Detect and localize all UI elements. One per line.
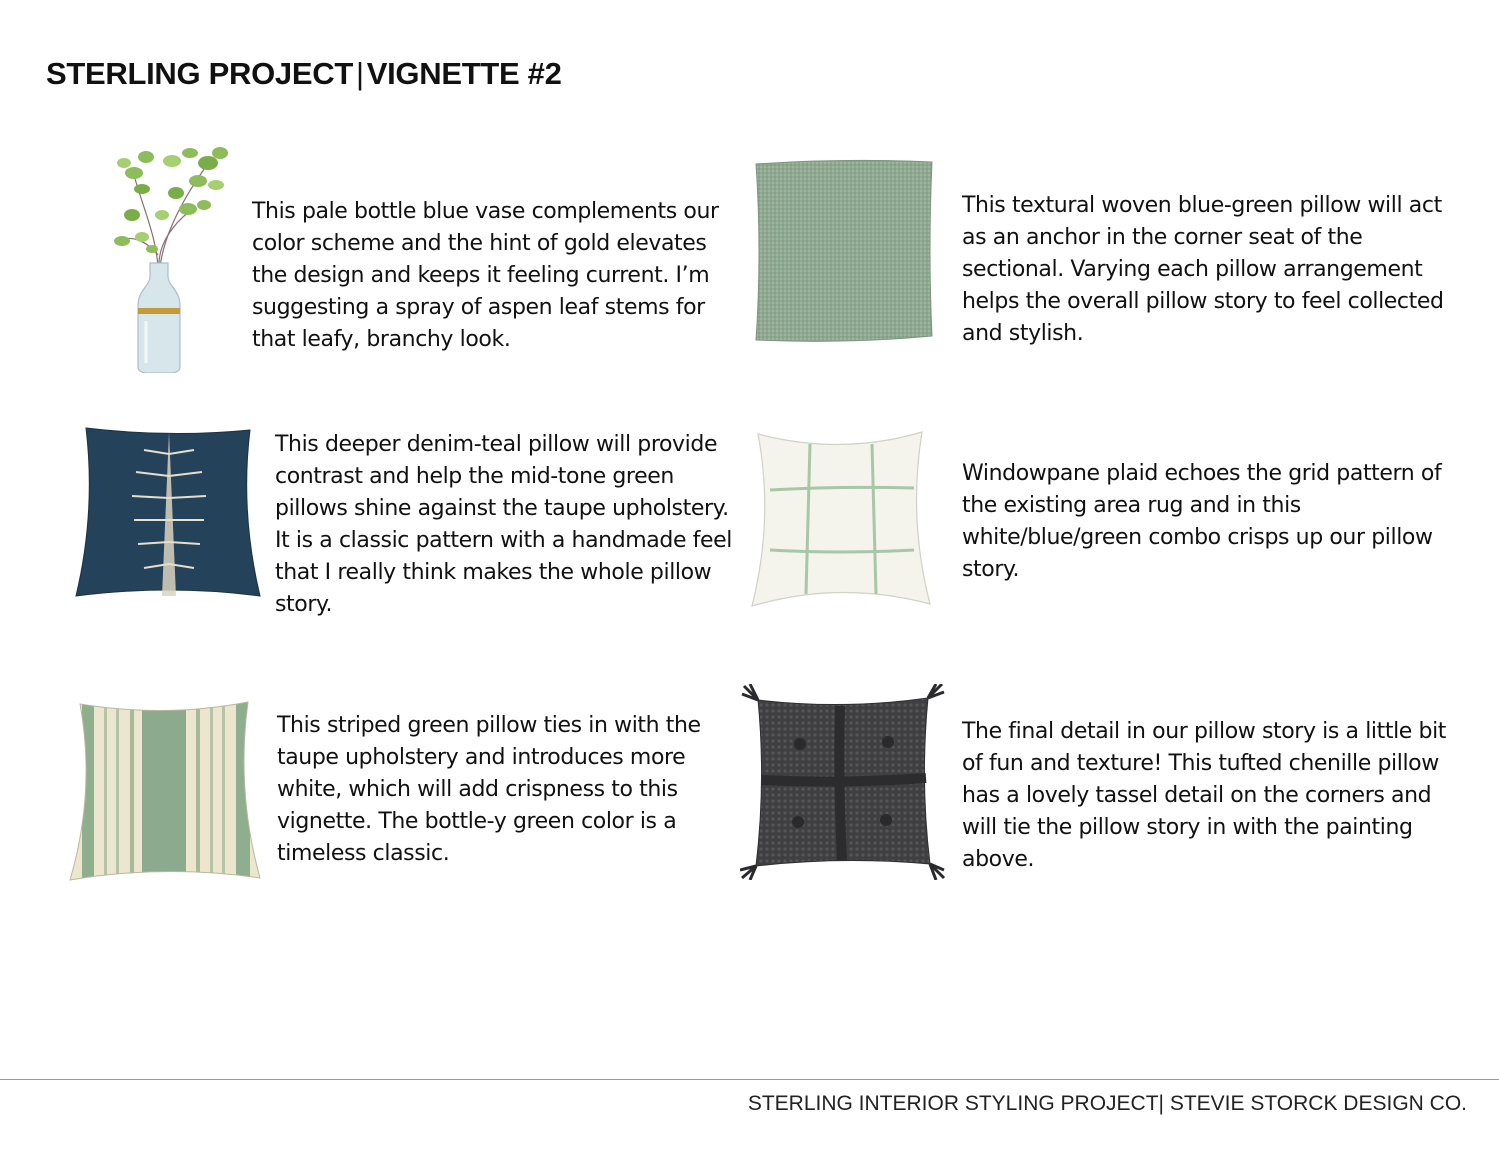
windowpane-plaid-pillow-icon [750, 430, 932, 608]
denim-teal-pillow-icon [74, 424, 264, 600]
page-title [46, 56, 562, 92]
tufted-chenille-tassel-pillow-icon [740, 684, 946, 880]
denim-pillow-description: This deeper denim-teal pillow will provide contrast and help the mid-tone green pillows shine against the taupe upholstery. It is a classic pattern with a handmade feel that I really think makes the whole pillow story. [275, 432, 733, 617]
striped-pillow-description: This striped green pillow ties in with the taupe upholstery and introduces more white, which will add crispness to this vignette. The bottle-y green color is a timeless classic. [277, 713, 701, 866]
woven-green-pillow-icon [752, 158, 936, 344]
striped-green-pillow-icon [68, 700, 264, 882]
glass-vase-with-aspen-stems-icon [112, 145, 232, 373]
footer-text: STERLING INTERIOR STYLING PROJECT| STEVIE STORCK DESIGN CO. [747, 1092, 1467, 1115]
project-name: STERLING PROJECT [46, 56, 353, 91]
woven-pillow-description: This textural woven blue-green pillow will act as an anchor in the corner seat of the sectional. Varying each pillow arrangement helps the overall pillow story to feel collected and stylish. [962, 193, 1444, 346]
chenille-pillow-description: The final detail in our pillow story is a little bit of fun and texture! This tufted chenille pillow has a lovely tassel detail on the corners and will tie the pillow story in with the painting above. [962, 719, 1447, 872]
footer-divider [0, 1079, 1499, 1080]
vase-description: This pale bottle blue vase complements our color scheme and the hint of gold elevates the design and keeps it feeling current. I’m suggesting a spray of aspen leaf stems for that leafy, branchy look. [252, 199, 719, 352]
windowpane-pillow-description: Windowpane plaid echoes the grid pattern of the existing area rug and in this white/blue/green combo crisps up our pillow story. [962, 461, 1442, 582]
vignette-label: VIGNETTE #2 [366, 56, 562, 91]
title-separator: | [355, 56, 364, 91]
